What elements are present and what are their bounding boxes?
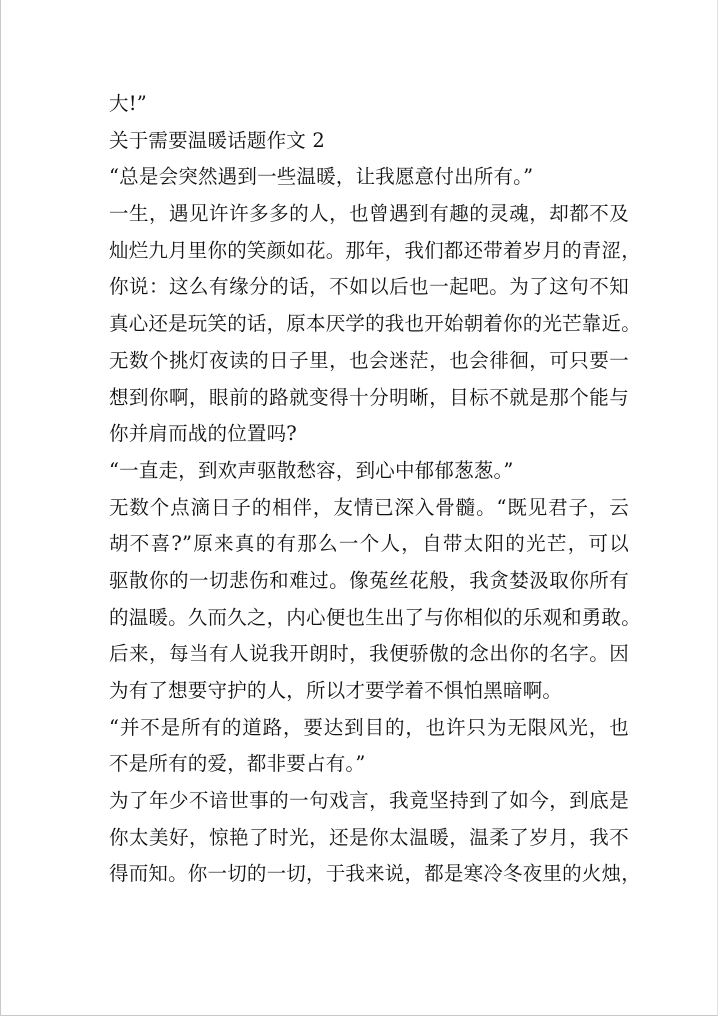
document-body: [109, 86, 641, 893]
text-line: 一生，遇见许许多多的人，也曾遇到有趣的灵魂，却都不及: [109, 202, 629, 226]
text-line: 真心还是玩笑的话，原本厌学的我也开始朝着你的光芒靠近。: [109, 312, 641, 336]
text-line: 后来，每当有人说我开朗时，我便骄傲的念出你的名字。因: [109, 642, 629, 666]
text-line: 胡不喜?”原来真的有那么一个人，自带太阳的光芒，可以: [109, 532, 629, 556]
text-line: 驱散你的一切悲伤和难过。像菟丝花般，我贪婪汲取你所有: [109, 568, 629, 592]
text-line: 为有了想要守护的人，所以才要学着不惧怕黑暗啊。: [109, 679, 563, 702]
text-line: 你太美好，惊艳了时光，还是你太温暖，温柔了岁月，我不: [109, 825, 629, 849]
text-line: 无数个点滴日子的相伴，友情已深入骨髓。“既见君子，云: [109, 495, 629, 519]
quote-line: “一直走，到欢声驱散愁容，到心中郁郁葱葱。”: [109, 458, 514, 482]
section-heading: 关于需要温暖话题作文 2: [109, 128, 326, 152]
text-line: 你说：这么有缘分的话，不如以后也一起吧。为了这句不知: [109, 275, 629, 299]
text-line: 无数个挑灯夜读的日子里，也会迷茫，也会徘徊，可只要一: [109, 348, 629, 372]
text-line: 的温暖。久而久之，内心便也生出了与你相似的乐观和勇敢。: [109, 605, 641, 629]
text-line: 为了年少不谙世事的一句戏言，我竟坚持到了如今，到底是: [109, 789, 629, 813]
text-line: 你并肩而战的位置吗?: [109, 422, 297, 446]
quote-line: “总是会突然遇到一些温暖，让我愿意付出所有。”: [109, 165, 534, 189]
quote-line: 不是所有的爱，都非要占有。”: [109, 752, 366, 776]
text-line: 想到你啊，眼前的路就变得十分明晰，目标不就是那个能与: [109, 385, 629, 409]
text-line: 灿烂九月里你的笑颜如花。那年，我们都还带着岁月的青涩，: [109, 238, 641, 262]
text-line: 大!”: [109, 92, 147, 115]
quote-line: “并不是所有的道路，要达到目的，也许只为无限风光，也: [109, 715, 629, 739]
text-line: 得而知。你一切的一切，于我来说，都是寒冷冬夜里的火烛，: [109, 862, 641, 886]
